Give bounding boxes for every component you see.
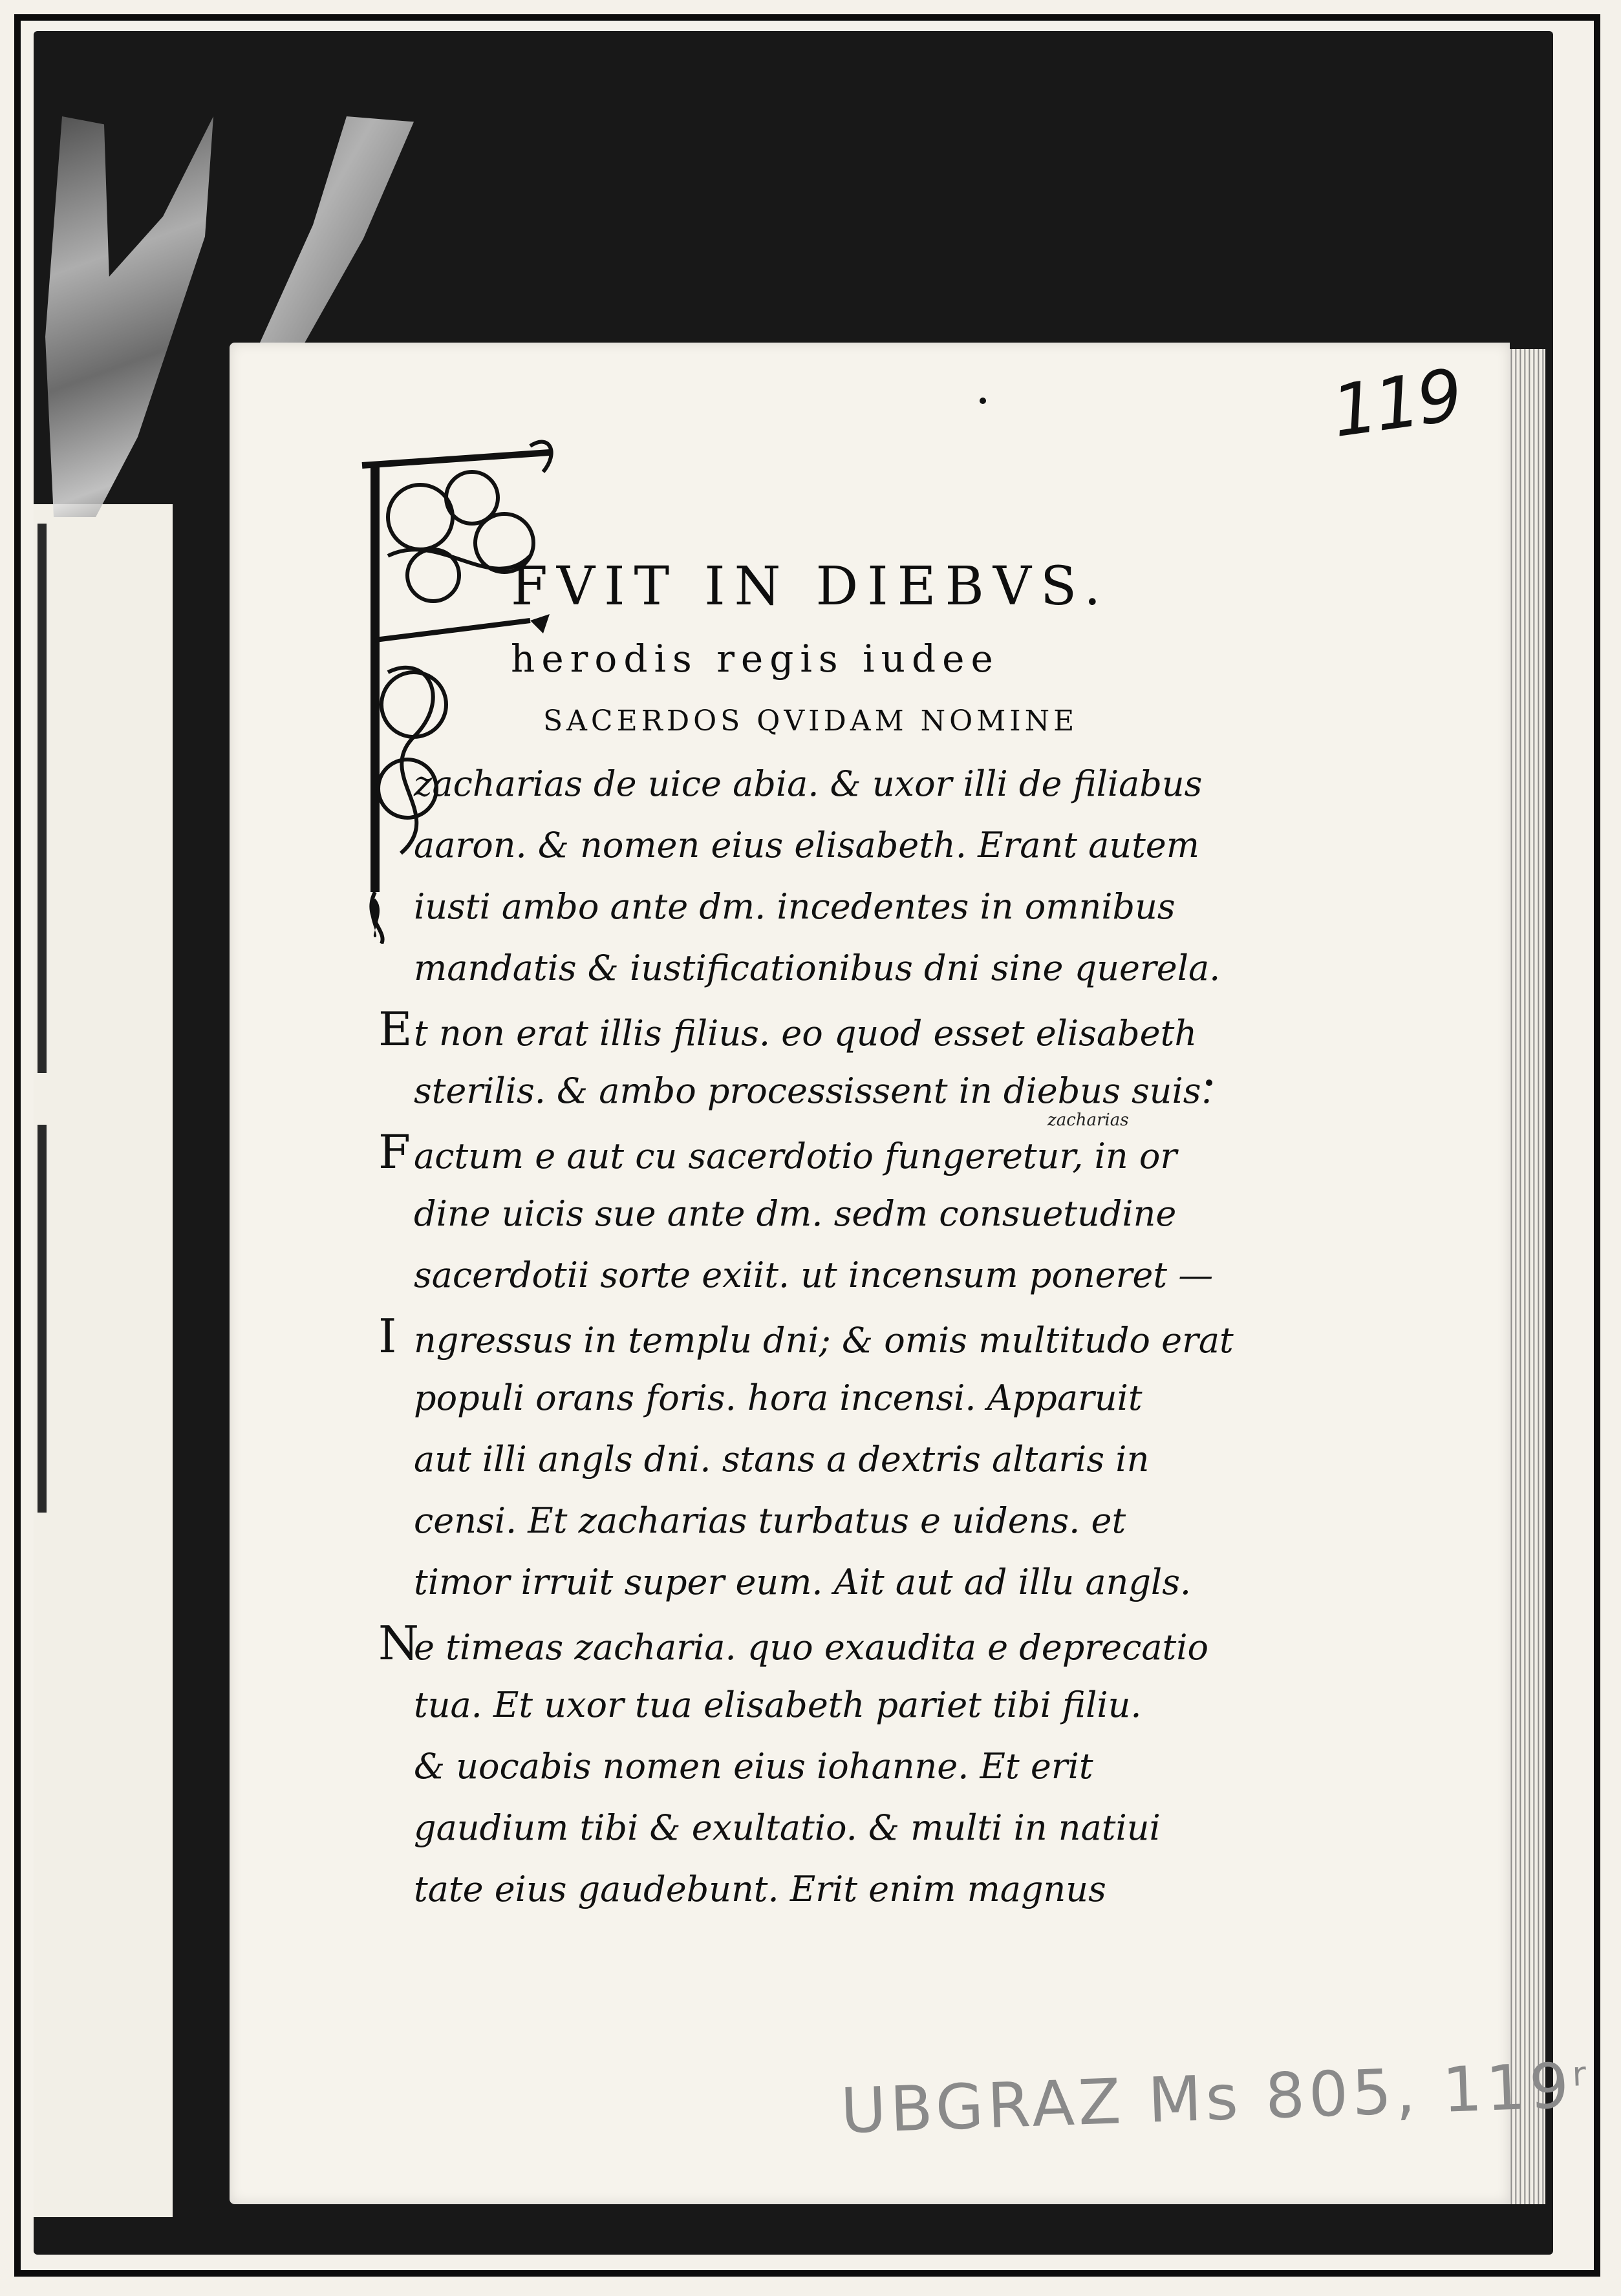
- folio-number: 119: [1327, 353, 1465, 454]
- line-text: populi orans foris. hora incensi. Apparuit: [414, 1377, 1143, 1418]
- line-text: aut illi angls dni. stans a dextris altaris in: [414, 1439, 1150, 1480]
- line-text: gaudium tibi & exultatio. & multi in natiui: [414, 1807, 1161, 1848]
- text-line: [378, 999, 1241, 1060]
- text-line: [414, 1429, 1241, 1490]
- line-text: mandatis & iustificationibus dni sine querela.: [414, 948, 1221, 988]
- text-line: [414, 1858, 1241, 1920]
- heading-line-3: SACERDOS QVIDAM NOMINE: [543, 705, 1079, 738]
- text-line: [414, 1551, 1241, 1613]
- line-text: iusti ambo ante dm. incedentes in omnibus: [414, 886, 1175, 927]
- text-line: [378, 1306, 1241, 1367]
- line-text: timor irruit super eum. Ait aut ad illu angls.: [414, 1562, 1192, 1602]
- heading-line-1: FVIT IN DIEBVS.: [511, 556, 1110, 617]
- line-text: ngressus in templu dni; & omis multitudo erat: [414, 1320, 1234, 1361]
- heading-line-2: herodis regis iudee: [511, 637, 1000, 681]
- line-initial: F: [378, 1125, 411, 1179]
- text-line: [414, 1060, 1241, 1121]
- line-text: & uocabis nomen eius iohanne. Et erit: [414, 1746, 1093, 1787]
- text-line: [414, 1490, 1241, 1551]
- manuscript-text: [378, 753, 1241, 1920]
- line-initial: N: [378, 1616, 419, 1670]
- line-initial: I: [378, 1309, 397, 1363]
- line-text: sacerdotii sorte exiit. ut incensum poneret —: [414, 1255, 1214, 1295]
- line-text: tate eius gaudebunt. Erit enim magnus: [414, 1869, 1106, 1909]
- text-line: [414, 876, 1241, 937]
- facing-page-rule: [38, 524, 47, 1073]
- line-text: sterilis. & ambo processissent in diebus suis.: [414, 1070, 1212, 1111]
- interlinear-gloss: zacharias: [1047, 1111, 1129, 1130]
- text-line: [378, 1613, 1241, 1674]
- text-line: [414, 753, 1241, 814]
- text-line: [414, 1736, 1241, 1797]
- line-text: tua. Et uxor tua elisabeth pariet tibi filiu.: [414, 1685, 1142, 1725]
- line-text: e timeas zacharia. quo exaudita e deprecatio: [414, 1627, 1209, 1668]
- text-line: [414, 1367, 1241, 1429]
- line-initial: E: [378, 1002, 413, 1056]
- line-text: t non erat illis filius. eo quod esset elisabeth: [414, 1013, 1197, 1054]
- line-text: dine uicis sue ante dm. sedm consuetudine: [414, 1193, 1177, 1234]
- text-line: [414, 1244, 1241, 1306]
- line-text: zacharias de uice abia. & uxor illi de filiabus: [414, 763, 1203, 804]
- ink-dot: [980, 398, 986, 404]
- shelfmark-text: UBGRAZ Ms 805, 119: [839, 2049, 1574, 2148]
- facing-page-edge: [34, 504, 173, 2217]
- line-text: actum e aut cu sacerdotio fungeretur, in or: [414, 1136, 1177, 1176]
- text-line: [414, 814, 1241, 876]
- line-text: aaron. & nomen eius elisabeth. Erant autem: [414, 825, 1199, 866]
- text-line: [414, 1674, 1241, 1736]
- text-line: [414, 937, 1241, 999]
- text-line: [414, 1797, 1241, 1858]
- text-line: [414, 1183, 1241, 1244]
- text-line: [378, 1121, 1241, 1183]
- shelfmark-superscript: r: [1571, 2054, 1591, 2094]
- facing-page-rule: [38, 1125, 47, 1513]
- line-text: censi. Et zacharias turbatus e uidens. et: [414, 1500, 1126, 1541]
